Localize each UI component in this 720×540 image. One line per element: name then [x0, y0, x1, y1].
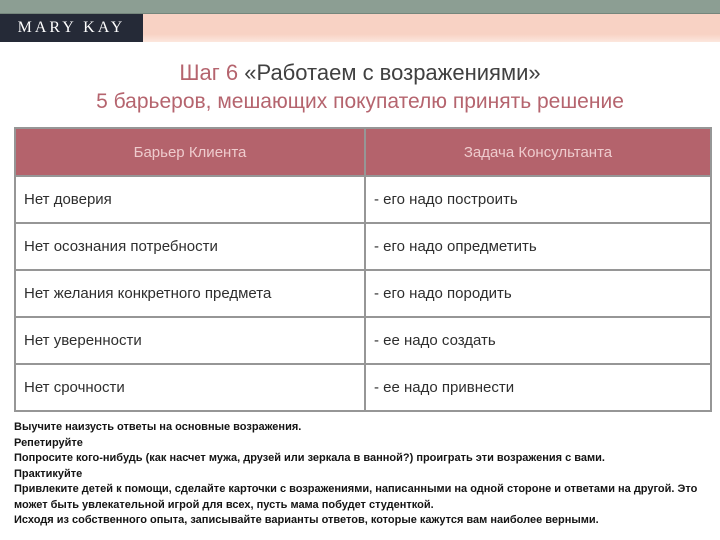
table-header-row — [15, 128, 711, 176]
task-cell: - ее надо создать — [365, 317, 711, 364]
brand-banner — [0, 14, 720, 42]
barrier-cell: Нет желания конкретного предмета — [15, 270, 365, 317]
barrier-cell: Нет уверенности — [15, 317, 365, 364]
mary-kay-logo — [0, 14, 143, 42]
barrier-cell: Нет осознания потребности — [15, 223, 365, 270]
slide-title-rest: «Работаем с возражениями» — [238, 60, 541, 85]
table-row — [15, 317, 711, 364]
task-cell: - ее надо привнести — [365, 364, 711, 411]
table-header-barrier: Барьер Клиента — [15, 128, 365, 176]
logo-text: MARY KAY — [17, 19, 126, 36]
note-line: Попросите кого-нибудь (как насчет мужа, друзей или зеркала в ванной?) проиграть эти возражения с вами. — [14, 452, 605, 464]
top-green-bar — [0, 0, 720, 14]
note-line: Практикуйте — [14, 467, 83, 480]
table-row — [15, 176, 711, 223]
slide-title-accent: Шаг 6 — [179, 60, 239, 85]
barrier-cell: Нет доверия — [15, 176, 365, 223]
task-cell: - его надо породить — [365, 270, 711, 317]
slide-subtitle: 5 барьеров, мешающих покупателю принять решение — [96, 90, 624, 113]
slide-title — [0, 58, 720, 88]
notes-block — [14, 420, 706, 529]
note-line: Выучите наизусть ответы на основные возражения. — [14, 421, 302, 433]
table-row — [15, 364, 711, 411]
task-cell: - его надо построить — [365, 176, 711, 223]
note-line: Привлеките детей к помощи, сделайте карточки с возражениями, написанными на одной стороне и ответами на другой. Это может быть увлекательной игрой для всех, пусть мама побудет студенткой. — [14, 483, 698, 511]
table-header-task: Задача Консультанта — [365, 128, 711, 176]
note-line: Репетируйте — [14, 436, 83, 449]
barriers-table — [14, 127, 712, 412]
table-row — [15, 223, 711, 270]
pink-accent-bar — [143, 14, 720, 42]
barrier-cell: Нет срочности — [15, 364, 365, 411]
note-line: Исходя из собственного опыта, записывайте варианты ответов, которые кажутся вам наиболее верными. — [14, 514, 599, 526]
table-row — [15, 270, 711, 317]
task-cell: - его надо опредметить — [365, 223, 711, 270]
